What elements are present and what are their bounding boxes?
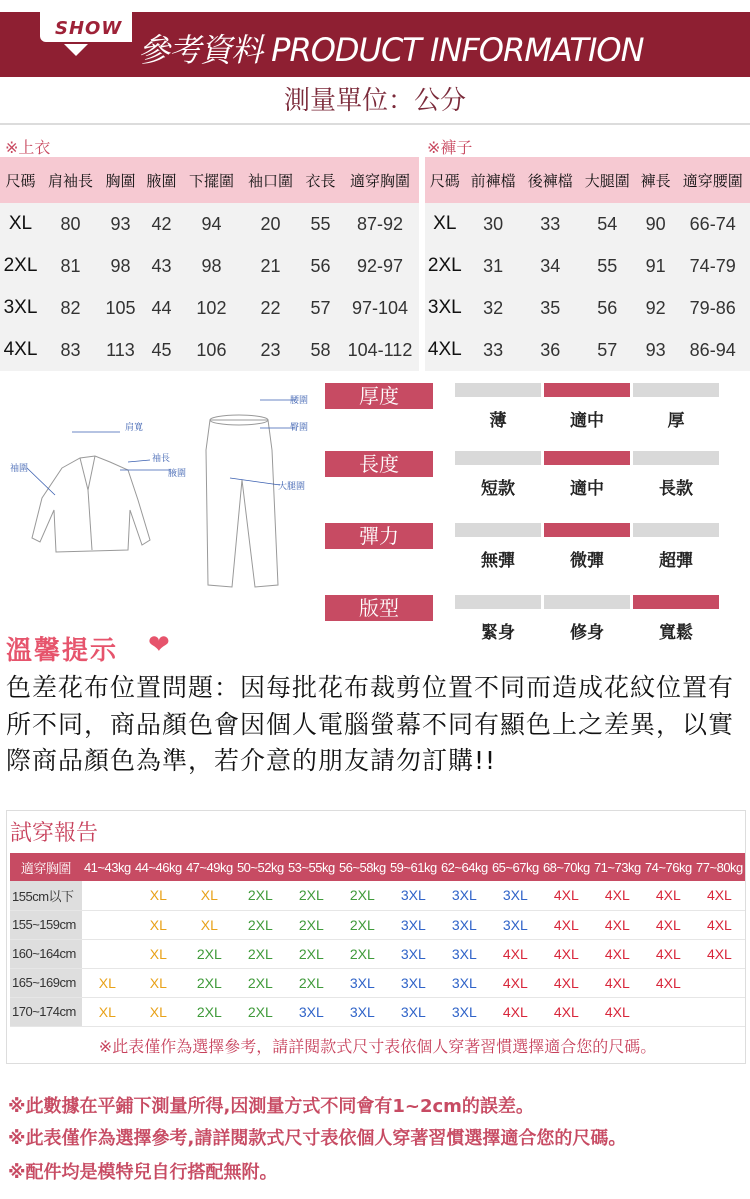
scale-segment — [455, 595, 541, 609]
scale-segment — [455, 451, 541, 465]
attribute-name: 長度 — [325, 451, 433, 477]
column-header: 後褲檔 — [522, 157, 579, 203]
table-row — [0, 287, 419, 329]
size-recommendation: 4XL — [541, 997, 592, 1026]
top-size-table — [0, 157, 419, 371]
trial-row — [10, 968, 745, 997]
attribute-scale — [455, 523, 720, 571]
value-cell: 21 — [241, 245, 300, 287]
thigh-label: 大腿圍 — [278, 482, 306, 492]
size-recommendation: 2XL — [235, 910, 286, 939]
size-recommendation: XL — [82, 997, 133, 1026]
size-cell: 4XL — [0, 329, 41, 371]
trial-row — [10, 881, 745, 910]
size-recommendation — [82, 910, 133, 939]
size-recommendation: 4XL — [694, 910, 745, 939]
height-cell: 155~159cm — [10, 910, 82, 939]
scale-option-label: 超彈 — [659, 551, 693, 571]
scale-segment — [544, 451, 630, 465]
column-header: 適穿腰圍 — [675, 157, 750, 203]
weight-header: 71~73kg — [592, 853, 643, 881]
value-cell: 113 — [100, 329, 141, 371]
attribute-name: 彈力 — [325, 523, 433, 549]
attribute-scale — [455, 451, 720, 499]
value-cell: 34 — [522, 245, 579, 287]
weight-header: 62~64kg — [439, 853, 490, 881]
value-cell: 91 — [636, 245, 676, 287]
column-header: 適穿胸圍 — [341, 157, 419, 203]
size-recommendation: 3XL — [337, 968, 388, 997]
scale-option-label: 修身 — [570, 623, 604, 643]
value-cell: 86-94 — [675, 329, 750, 371]
show-arrow-icon — [64, 44, 88, 56]
size-cell: 2XL — [425, 245, 465, 287]
value-cell: 55 — [300, 203, 341, 245]
waist-label: 腰圍 — [290, 396, 309, 406]
size-recommendation: 4XL — [541, 968, 592, 997]
footer-note-2: ※此表僅作為選擇參考,請詳閱款式尺寸表依個人穿著習慣選擇適合您的尺碼。 — [8, 1128, 627, 1149]
weight-header: 77~80kg — [694, 853, 745, 881]
size-recommendation: 3XL — [439, 939, 490, 968]
height-cell: 165~169cm — [10, 968, 82, 997]
column-header: 褲長 — [636, 157, 676, 203]
attribute-scale — [455, 595, 720, 643]
size-recommendation: XL — [184, 910, 235, 939]
scale-option-label: 長款 — [659, 479, 693, 499]
size-recommendation: XL — [184, 881, 235, 910]
value-cell: 66-74 — [675, 203, 750, 245]
value-cell: 102 — [182, 287, 241, 329]
table-row — [425, 329, 750, 371]
size-cell: 3XL — [425, 287, 465, 329]
column-header: 前褲檔 — [465, 157, 522, 203]
heart-icon: ❤ — [148, 630, 170, 660]
column-header: 尺碼 — [0, 157, 41, 203]
value-cell: 35 — [522, 287, 579, 329]
attribute-name: 版型 — [325, 595, 433, 621]
size-recommendation: 4XL — [490, 968, 541, 997]
size-recommendation: 2XL — [286, 968, 337, 997]
cuff-label: 袖圍 — [10, 464, 29, 474]
size-recommendation: 4XL — [643, 910, 694, 939]
weight-header: 44~46kg — [133, 853, 184, 881]
value-cell: 98 — [182, 245, 241, 287]
armpit-label: 腋圍 — [168, 469, 187, 479]
size-recommendation: 3XL — [388, 939, 439, 968]
table-row — [425, 245, 750, 287]
value-cell: 94 — [182, 203, 241, 245]
size-recommendation: 4XL — [643, 881, 694, 910]
trial-title: 試穿報告 — [10, 820, 99, 845]
size-recommendation: 4XL — [541, 881, 592, 910]
value-cell: 31 — [465, 245, 522, 287]
trial-row — [10, 910, 745, 939]
size-recommendation: 2XL — [235, 968, 286, 997]
size-recommendation: 4XL — [643, 968, 694, 997]
size-recommendation: XL — [133, 881, 184, 910]
value-cell: 43 — [141, 245, 182, 287]
weight-header: 74~76kg — [643, 853, 694, 881]
scale-option-label: 薄 — [489, 411, 507, 431]
value-cell: 45 — [141, 329, 182, 371]
value-cell: 93 — [636, 329, 676, 371]
value-cell: 97-104 — [341, 287, 419, 329]
show-label: SHOW — [55, 18, 123, 39]
size-recommendation: 2XL — [235, 881, 286, 910]
pants-section-label: ※褲子 — [427, 138, 473, 157]
scale-option-label: 無彈 — [481, 551, 515, 571]
value-cell: 30 — [465, 203, 522, 245]
size-cell: XL — [425, 203, 465, 245]
column-header: 尺碼 — [425, 157, 465, 203]
table-row — [0, 245, 419, 287]
size-recommendation: 2XL — [235, 939, 286, 968]
value-cell: 74-79 — [675, 245, 750, 287]
value-cell: 44 — [141, 287, 182, 329]
scale-segment — [633, 451, 719, 465]
size-recommendation: XL — [133, 910, 184, 939]
trial-table — [10, 853, 745, 1027]
scale-segment — [544, 383, 630, 397]
value-cell: 42 — [141, 203, 182, 245]
size-cell: 4XL — [425, 329, 465, 371]
value-cell: 79-86 — [675, 287, 750, 329]
value-cell: 87-92 — [341, 203, 419, 245]
value-cell: 36 — [522, 329, 579, 371]
size-recommendation: 2XL — [235, 997, 286, 1026]
size-recommendation — [694, 997, 745, 1026]
value-cell: 58 — [300, 329, 341, 371]
banner-title: 參考資料 PRODUCT INFORMATION — [138, 31, 644, 69]
value-cell: 23 — [241, 329, 300, 371]
scale-segment — [633, 383, 719, 397]
value-cell: 57 — [579, 329, 636, 371]
size-recommendation — [82, 881, 133, 910]
weight-header: 53~55kg — [286, 853, 337, 881]
scale-option-label: 微彈 — [570, 551, 604, 571]
table-row — [425, 203, 750, 245]
value-cell: 56 — [300, 245, 341, 287]
value-cell: 92 — [636, 287, 676, 329]
size-recommendation: 4XL — [694, 881, 745, 910]
size-recommendation: 2XL — [337, 939, 388, 968]
size-recommendation: 3XL — [388, 997, 439, 1026]
size-recommendation: 2XL — [337, 881, 388, 910]
tips-title: 溫馨提示 — [6, 636, 119, 666]
hip-label: 臀圍 — [290, 423, 309, 433]
shoulder-label: 肩寬 — [125, 423, 144, 433]
column-header: 胸圍 — [100, 157, 141, 203]
size-recommendation: 4XL — [490, 939, 541, 968]
value-cell: 93 — [100, 203, 141, 245]
value-cell: 105 — [100, 287, 141, 329]
value-cell: 54 — [579, 203, 636, 245]
value-cell: 33 — [522, 203, 579, 245]
trial-row — [10, 997, 745, 1026]
size-recommendation: 3XL — [337, 997, 388, 1026]
size-recommendation: 4XL — [541, 939, 592, 968]
value-cell: 92-97 — [341, 245, 419, 287]
value-cell: 20 — [241, 203, 300, 245]
column-header: 衣長 — [300, 157, 341, 203]
measurement-unit: 測量單位：公分 — [283, 86, 466, 116]
value-cell: 55 — [579, 245, 636, 287]
weight-header: 65~67kg — [490, 853, 541, 881]
size-recommendation: XL — [133, 997, 184, 1026]
size-recommendation: 4XL — [592, 968, 643, 997]
size-recommendation: 2XL — [286, 939, 337, 968]
height-cell: 170~174cm — [10, 997, 82, 1026]
size-recommendation: 3XL — [388, 910, 439, 939]
column-header: 大腿圍 — [579, 157, 636, 203]
scale-option-label: 寬鬆 — [659, 623, 693, 643]
size-recommendation: 4XL — [592, 881, 643, 910]
value-cell: 104-112 — [341, 329, 419, 371]
value-cell: 57 — [300, 287, 341, 329]
scale-option-label: 適中 — [570, 411, 604, 431]
size-cell: XL — [0, 203, 41, 245]
measurement-diagram — [10, 390, 315, 605]
scale-option-label: 適中 — [570, 479, 604, 499]
corner-header: 適穿胸圍 — [10, 853, 82, 881]
value-cell: 98 — [100, 245, 141, 287]
value-cell: 90 — [636, 203, 676, 245]
scale-option-label: 緊身 — [481, 623, 515, 643]
size-recommendation: 2XL — [184, 968, 235, 997]
value-cell: 106 — [182, 329, 241, 371]
value-cell: 22 — [241, 287, 300, 329]
column-header: 下擺圍 — [182, 157, 241, 203]
table-row — [0, 203, 419, 245]
value-cell: 32 — [465, 287, 522, 329]
column-header: 肩袖長 — [41, 157, 100, 203]
column-header: 腋圍 — [141, 157, 182, 203]
table-row — [0, 329, 419, 371]
size-recommendation: 3XL — [439, 881, 490, 910]
scale-segment — [455, 523, 541, 537]
weight-header: 47~49kg — [184, 853, 235, 881]
table-row — [425, 287, 750, 329]
scale-segment — [455, 383, 541, 397]
size-recommendation — [643, 997, 694, 1026]
scale-option-label: 厚 — [667, 411, 685, 431]
size-recommendation: 2XL — [184, 939, 235, 968]
weight-header: 59~61kg — [388, 853, 439, 881]
size-recommendation: XL — [133, 939, 184, 968]
scale-segment — [633, 523, 719, 537]
weight-header: 56~58kg — [337, 853, 388, 881]
value-cell: 81 — [41, 245, 100, 287]
size-recommendation — [694, 968, 745, 997]
footer-note-1: ※此數據在平鋪下測量所得,因測量方式不同會有1~2cm的誤差。 — [8, 1096, 534, 1117]
size-recommendation: 4XL — [694, 939, 745, 968]
value-cell: 56 — [579, 287, 636, 329]
size-recommendation: 2XL — [337, 910, 388, 939]
size-recommendation: XL — [133, 968, 184, 997]
top-section-label: ※上衣 — [5, 138, 51, 157]
size-recommendation: 3XL — [439, 910, 490, 939]
attribute-name: 厚度 — [325, 383, 433, 409]
value-cell: 82 — [41, 287, 100, 329]
trial-note: ※此表僅作為選擇參考，請詳閱款式尺寸表依個人穿著習慣選擇適合您的尺碼。 — [98, 1037, 657, 1056]
size-recommendation: 2XL — [286, 910, 337, 939]
column-header: 袖口圍 — [241, 157, 300, 203]
size-recommendation: 3XL — [490, 910, 541, 939]
attribute-scale — [455, 383, 720, 431]
scale-segment — [544, 595, 630, 609]
size-recommendation: 4XL — [541, 910, 592, 939]
size-recommendation: 2XL — [286, 881, 337, 910]
value-cell: 80 — [41, 203, 100, 245]
size-recommendation: 3XL — [286, 997, 337, 1026]
weight-header: 68~70kg — [541, 853, 592, 881]
sleeve-label: 袖長 — [152, 454, 171, 464]
size-recommendation: 4XL — [592, 910, 643, 939]
size-recommendation: 3XL — [439, 968, 490, 997]
size-cell: 3XL — [0, 287, 41, 329]
size-recommendation: 3XL — [388, 881, 439, 910]
value-cell: 83 — [41, 329, 100, 371]
scale-segment — [633, 595, 719, 609]
tips-body: 色差花布位置問題：因每批花布裁剪位置不同而造成花紋位置有所不同，商品顏色會因個人電腦螢幕不同有顯色上之差異，以實際商品顏色為準，若介意的朋友請勿訂購!! — [6, 673, 735, 775]
weight-header: 50~52kg — [235, 853, 286, 881]
size-recommendation: 4XL — [643, 939, 694, 968]
size-recommendation: 3XL — [490, 881, 541, 910]
weight-header: 41~43kg — [82, 853, 133, 881]
size-recommendation: 4XL — [592, 939, 643, 968]
pants-illustration — [206, 415, 278, 587]
size-recommendation: 3XL — [439, 997, 490, 1026]
size-recommendation: 4XL — [592, 997, 643, 1026]
size-recommendation: 3XL — [388, 968, 439, 997]
size-recommendation: 2XL — [184, 997, 235, 1026]
size-recommendation — [82, 939, 133, 968]
height-cell: 160~164cm — [10, 939, 82, 968]
scale-segment — [544, 523, 630, 537]
pants-size-table — [425, 157, 750, 371]
footer-note-3: ※配件均是模特兒自行搭配無附。 — [8, 1162, 278, 1183]
size-recommendation: XL — [82, 968, 133, 997]
divider — [0, 123, 750, 125]
trial-row — [10, 939, 745, 968]
value-cell: 33 — [465, 329, 522, 371]
size-recommendation: 4XL — [490, 997, 541, 1026]
height-cell: 155cm以下 — [10, 881, 82, 910]
scale-option-label: 短款 — [481, 479, 515, 499]
size-cell: 2XL — [0, 245, 41, 287]
